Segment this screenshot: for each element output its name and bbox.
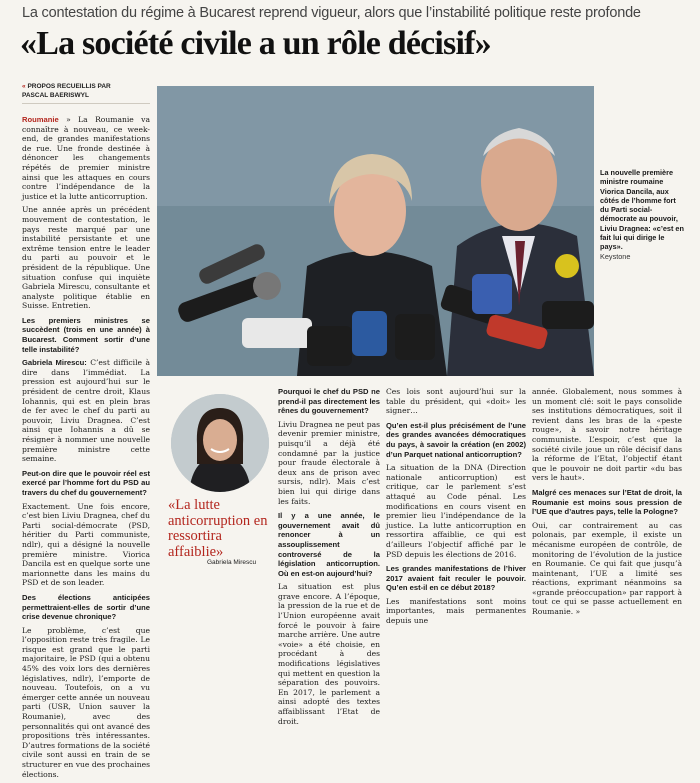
byline-line1: PROPOS RECUEILLIS PAR — [27, 83, 111, 90]
lead-country: Roumanie — [22, 115, 59, 124]
column-c — [532, 387, 682, 621]
answer-1-text: C’est difficile à dire dans l’immédiat. La pression est aujourd’hui sur le président de centre droit, Klaus Iohannis, qui est en plein bras de fer avec le chef du parti au pouvoir, Liviu Dragnea. C’est ainsi que Iohannis a dû se résigner à nommer une nouvelle première ministre cette semaine. — [22, 358, 151, 464]
byline-chevron-icon: « — [22, 83, 26, 90]
column-a — [278, 387, 380, 730]
question-6: Qu’en est-il plus précisément de l’une des grandes avancées démocratiques du pays, à savoir la création (en 2002) d’un Parquet national anticorruption? — [386, 420, 526, 459]
answer-5-continued: Ces lois sont aujourd’hui sur la table du président, qui «doit» les signer… — [386, 387, 526, 416]
photo-caption — [600, 168, 686, 261]
byline-line2: PASCAL BAERISWYL — [22, 92, 89, 99]
answer-4: Liviu Dragnea ne peut pas devenir premier ministre, puisqu’il a déjà été condamné par la justice pour fraude électorale à deux ans de prison avec sursis, ndlr). Mais c’est bien lui qui dirige dans les faits. — [278, 419, 380, 506]
headline: «La société civile a un rôle décisif» — [20, 25, 491, 62]
pull-quote: «La lutte anticorruption en ressortira affaiblie» — [168, 497, 268, 560]
interviewee-portrait — [171, 394, 269, 492]
question-1: Les premiers ministres se succèdent (trois en une année) à Bucarest. Comment sortir d’une telle instabilité? — [22, 315, 150, 354]
caption-text: La nouvelle première ministre roumaine Viorica Dancila, aux côtés de l’homme fort du Parti social-démocrate au pouvoir, Liviu Dragnea: «c’est en fait lui qui dirige le pays». — [600, 168, 684, 252]
answer-6: La situation de la DNA (Direction nationale anticorruption) est critique, car le parlement s’est attaqué au Code pénal. Les modifications en cours visent en premier lieu l’indépendance de la justice. La lutte anticorruption en ressortira affaiblie, ce qui est d’ailleurs l’objectif affiché par le PSD depuis les élections de 2016. — [386, 463, 526, 559]
answer-3: Le problème, c’est que l’opposition reste très fragile. Le risque est grand que le parti majoritaire, le PSD (qui a obtenu 45% des voix lors des dernières législatives, ndlr), l’emporte de nouveau. Toutefois, on a vu émerger cette année un nouveau parti (USR, Union sauver la Roumanie), avec des personnalités qui ont avancé des propositions très intéressantes. D’autres formations de la société civile sont aussi en train de se structurer en vue des prochaines élections. — [22, 625, 150, 779]
lead-paragraph-2: Une année après un précédent mouvement de contestation, le pays reste marqué par une instabilité persistante et une extrême tension entre le leader du parti au pouvoir et le président de la république. Une situation confuse qui inquiète Gabriela Mirescu, consultante et analyste politique établie en Suisse. Entretien. — [22, 205, 150, 311]
answer-1-name: Gabriela Mirescu: — [22, 358, 87, 368]
press-photo — [157, 86, 594, 376]
answer-2: Exactement. Une fois encore, c’est bien Liviu Dragnea, chef du Parti social-démocrate (PSD, héritier du Parti communiste, ndlr), qui a désigné la nouvelle première ministre. Viorica Dancila est en quelque sorte une marionnette dans les mains du PSD et de son leader. — [22, 501, 150, 588]
question-8: Malgré ces menaces sur l’Etat de droit, la Roumanie est moins sous pression de l’UE que d’autres pays, telle la Pologne? — [532, 487, 682, 517]
byline-rule — [22, 103, 150, 104]
column-b — [386, 387, 526, 630]
column-lead — [22, 115, 150, 783]
pull-quote-author: Gabriela Mirescu — [207, 559, 257, 566]
kicker: La contestation du régime à Bucarest reprend vigueur, alors que l’instabilité politique reste profonde — [22, 5, 641, 21]
question-4: Pourquoi le chef du PSD ne prend-il pas directement les rênes du gouvernement? — [278, 387, 380, 416]
answer-8: Oui, car contrairement au cas polonais, par exemple, il existe un mécanisme européen de contrôle, de monitoring de l’évolution de la justice en Roumanie. Ce qui fait que jusqu’à maintenant, l’UE a limité ses réactions, exprimant néanmoins sa «grande préoccupation» par rapport à tout ce qui se passe actuellement en Roumanie. » — [532, 520, 682, 617]
photo-credit: Keystone — [600, 251, 631, 261]
byline — [22, 82, 152, 100]
answer-7-continued: année. Globalement, nous sommes à un moment clé: soit le pays consolide ses institutions démocratiques, soit il revient dans les bras de la «peste rouge», à savoir notre héritage communiste. L’espoir, c’est que la société civile joue un rôle décisif dans la réforme de l’Etat, l’objectif étant que le pouvoir ne doit partir «du bas vers le haut». — [532, 387, 682, 483]
question-5: Il y a une année, le gouvernement avait dû renoncer à un assouplissement controversé de la législation anticorruption. Où en est-on aujourd’hui? — [278, 511, 380, 578]
question-7: Les grandes manifestations de l’hiver 2017 avaient fait reculer le pouvoir. Qu’en est-il en ce début 2018? — [386, 564, 526, 593]
question-2: Peut-on dire que le pouvoir réel est exercé par l’homme fort du PSD au travers du chef du gouvernement? — [22, 468, 150, 497]
answer-5: La situation est plus grave encore. A l’époque, la pression de la rue et de l’Union européenne avait forcé le pouvoir à faire marche arrière. Une autre «voie» a été choisie, en procédant à des modifications législatives qui mettent en question la séparation des pouvoirs. En 2017, le parlement a ainsi adopté des textes affaiblissant l’Etat de droit. — [278, 582, 380, 726]
lead-text: » La Roumanie va connaître à nouveau, ce week-end, de grandes manifestations de rue. Une fronde destinée à dénoncer les changements répétés de premier ministre ainsi que les attaques en cours contre l’indépendance de la justice et la lutte anticorruption. — [22, 115, 150, 201]
answer-7: Les manifestations sont moins importantes, mais permanentes depuis une — [386, 596, 526, 626]
question-3: Des élections anticipées permettraient-elles de sortir d’une crise devenue chronique? — [22, 592, 150, 622]
